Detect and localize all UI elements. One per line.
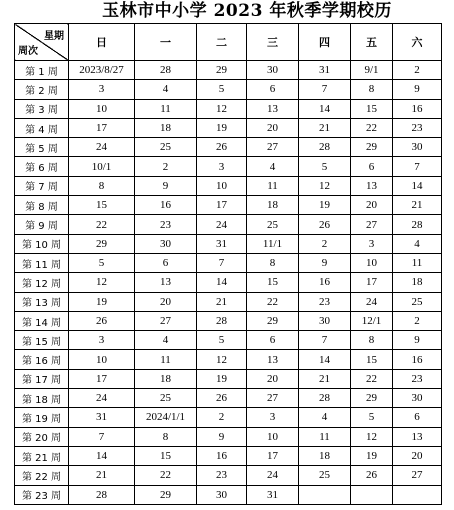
date-cell: 29 — [351, 389, 393, 408]
date-cell: 8 — [247, 253, 299, 272]
date-cell: 31 — [197, 234, 247, 253]
date-cell: 31 — [247, 485, 299, 504]
week-number-cell: 第 21 周 — [15, 446, 69, 465]
date-cell: 25 — [135, 138, 197, 157]
table-row — [15, 61, 442, 80]
day-header-wednesday: 三 — [247, 24, 299, 61]
table-row — [15, 389, 442, 408]
table-row — [15, 485, 442, 504]
table-row — [15, 99, 442, 118]
date-cell: 10 — [247, 427, 299, 446]
date-cell: 7 — [299, 331, 351, 350]
table-row — [15, 234, 442, 253]
date-cell: 8 — [69, 176, 135, 195]
week-number-cell: 第 14 周 — [15, 311, 69, 330]
date-cell: 28 — [393, 215, 442, 234]
date-cell: 12 — [69, 273, 135, 292]
date-cell: 2023/8/27 — [69, 61, 135, 80]
date-cell: 18 — [135, 118, 197, 137]
date-cell: 30 — [393, 389, 442, 408]
date-cell: 14 — [197, 273, 247, 292]
date-cell: 14 — [299, 350, 351, 369]
date-cell: 11 — [135, 99, 197, 118]
date-cell: 12 — [197, 350, 247, 369]
date-cell: 27 — [351, 215, 393, 234]
day-header-friday: 五 — [351, 24, 393, 61]
table-row — [15, 408, 442, 427]
date-cell: 13 — [351, 176, 393, 195]
date-cell: 12 — [197, 99, 247, 118]
date-cell: 23 — [135, 215, 197, 234]
week-number-cell: 第 19 周 — [15, 408, 69, 427]
week-number-cell: 第 1 周 — [15, 61, 69, 80]
date-cell: 17 — [351, 273, 393, 292]
date-cell: 10 — [351, 253, 393, 272]
date-cell: 17 — [69, 369, 135, 388]
date-cell: 30 — [247, 61, 299, 80]
date-cell: 9/1 — [351, 61, 393, 80]
date-cell: 11 — [247, 176, 299, 195]
date-cell — [299, 485, 351, 504]
date-cell: 7 — [393, 157, 442, 176]
date-cell: 4 — [135, 80, 197, 99]
week-number-cell: 第 2 周 — [15, 80, 69, 99]
date-cell: 19 — [351, 446, 393, 465]
week-number-cell: 第 11 周 — [15, 253, 69, 272]
calendar-table — [14, 23, 442, 505]
date-cell: 2024/1/1 — [135, 408, 197, 427]
date-cell: 6 — [351, 157, 393, 176]
day-header-sunday: 日 — [69, 24, 135, 61]
date-cell: 18 — [299, 446, 351, 465]
date-cell — [393, 485, 442, 504]
date-cell: 7 — [197, 253, 247, 272]
date-cell: 25 — [299, 466, 351, 485]
table-row — [15, 157, 442, 176]
date-cell: 16 — [197, 446, 247, 465]
date-cell: 24 — [247, 466, 299, 485]
table-row — [15, 196, 442, 215]
week-number-cell: 第 12 周 — [15, 273, 69, 292]
date-cell: 19 — [299, 196, 351, 215]
date-cell: 5 — [299, 157, 351, 176]
date-cell: 18 — [393, 273, 442, 292]
week-number-cell: 第 17 周 — [15, 369, 69, 388]
date-cell: 3 — [197, 157, 247, 176]
date-cell: 27 — [247, 138, 299, 157]
date-cell: 3 — [69, 331, 135, 350]
date-cell: 17 — [247, 446, 299, 465]
date-cell: 22 — [351, 118, 393, 137]
date-cell: 13 — [135, 273, 197, 292]
date-cell: 3 — [69, 80, 135, 99]
table-row — [15, 273, 442, 292]
date-cell: 2 — [197, 408, 247, 427]
date-cell: 10 — [197, 176, 247, 195]
date-cell: 30 — [197, 485, 247, 504]
date-cell: 30 — [299, 311, 351, 330]
day-header-tuesday: 二 — [197, 24, 247, 61]
table-row — [15, 176, 442, 195]
date-cell: 19 — [197, 369, 247, 388]
calendar-body — [15, 61, 442, 505]
week-number-cell: 第 23 周 — [15, 485, 69, 504]
date-cell: 9 — [197, 427, 247, 446]
date-cell: 14 — [393, 176, 442, 195]
date-cell: 4 — [299, 408, 351, 427]
date-cell: 11/1 — [247, 234, 299, 253]
date-cell: 8 — [135, 427, 197, 446]
date-cell: 13 — [247, 350, 299, 369]
table-row — [15, 80, 442, 99]
date-cell: 21 — [393, 196, 442, 215]
week-number-cell: 第 6 周 — [15, 157, 69, 176]
week-number-cell: 第 7 周 — [15, 176, 69, 195]
week-number-cell: 第 13 周 — [15, 292, 69, 311]
date-cell: 9 — [135, 176, 197, 195]
date-cell: 17 — [69, 118, 135, 137]
date-cell: 28 — [69, 485, 135, 504]
date-cell: 25 — [247, 215, 299, 234]
date-cell: 26 — [351, 466, 393, 485]
date-cell: 6 — [247, 331, 299, 350]
date-cell: 3 — [247, 408, 299, 427]
date-cell: 25 — [135, 389, 197, 408]
week-number-cell: 第 22 周 — [15, 466, 69, 485]
date-cell: 28 — [197, 311, 247, 330]
table-row — [15, 215, 442, 234]
date-cell: 26 — [299, 215, 351, 234]
date-cell: 12 — [351, 427, 393, 446]
week-number-cell: 第 20 周 — [15, 427, 69, 446]
date-cell: 7 — [299, 80, 351, 99]
date-cell: 26 — [197, 138, 247, 157]
date-cell: 21 — [69, 466, 135, 485]
table-row — [15, 138, 442, 157]
date-cell: 4 — [135, 331, 197, 350]
table-row — [15, 446, 442, 465]
day-header-thursday: 四 — [299, 24, 351, 61]
date-cell: 14 — [299, 99, 351, 118]
date-cell: 22 — [247, 292, 299, 311]
date-cell: 7 — [69, 427, 135, 446]
date-cell: 10 — [69, 99, 135, 118]
corner-header-cell — [15, 24, 69, 61]
date-cell: 23 — [393, 369, 442, 388]
date-cell: 14 — [69, 446, 135, 465]
date-cell: 16 — [299, 273, 351, 292]
date-cell: 20 — [247, 369, 299, 388]
date-cell: 23 — [197, 466, 247, 485]
table-row — [15, 118, 442, 137]
date-cell: 30 — [393, 138, 442, 157]
date-cell: 29 — [135, 485, 197, 504]
date-cell: 20 — [351, 196, 393, 215]
date-cell: 26 — [69, 311, 135, 330]
date-cell: 29 — [69, 234, 135, 253]
date-cell: 21 — [299, 369, 351, 388]
date-cell: 20 — [247, 118, 299, 137]
date-cell: 9 — [393, 331, 442, 350]
date-cell: 15 — [69, 196, 135, 215]
week-axis-label: 周次 — [18, 46, 38, 57]
table-row — [15, 331, 442, 350]
date-cell: 15 — [351, 99, 393, 118]
week-number-cell: 第 5 周 — [15, 138, 69, 157]
date-cell: 21 — [197, 292, 247, 311]
weekday-axis-label: 星期 — [44, 31, 64, 42]
date-cell: 20 — [393, 446, 442, 465]
date-cell: 5 — [351, 408, 393, 427]
date-cell: 15 — [247, 273, 299, 292]
table-row — [15, 292, 442, 311]
date-cell: 11 — [299, 427, 351, 446]
date-cell: 13 — [247, 99, 299, 118]
date-cell: 27 — [135, 311, 197, 330]
date-cell: 3 — [351, 234, 393, 253]
date-cell: 24 — [351, 292, 393, 311]
date-cell: 29 — [247, 311, 299, 330]
day-header-monday: 一 — [135, 24, 197, 61]
date-cell: 28 — [299, 138, 351, 157]
date-cell: 2 — [393, 311, 442, 330]
date-cell: 5 — [197, 331, 247, 350]
date-cell: 5 — [69, 253, 135, 272]
date-cell: 24 — [197, 215, 247, 234]
date-cell: 28 — [299, 389, 351, 408]
page-title: 玉林市中小学 2023 年秋季学期校历 — [102, 1, 392, 21]
date-cell: 11 — [135, 350, 197, 369]
date-cell: 22 — [135, 466, 197, 485]
week-number-cell: 第 3 周 — [15, 99, 69, 118]
date-cell: 9 — [393, 80, 442, 99]
date-cell: 28 — [135, 61, 197, 80]
date-cell: 15 — [135, 446, 197, 465]
date-cell: 24 — [69, 138, 135, 157]
date-cell: 5 — [197, 80, 247, 99]
date-cell: 25 — [393, 292, 442, 311]
date-cell: 15 — [351, 350, 393, 369]
week-number-cell: 第 15 周 — [15, 331, 69, 350]
date-cell: 19 — [69, 292, 135, 311]
week-number-cell: 第 16 周 — [15, 350, 69, 369]
date-cell: 23 — [393, 118, 442, 137]
date-cell: 13 — [393, 427, 442, 446]
week-number-cell: 第 9 周 — [15, 215, 69, 234]
table-row — [15, 311, 442, 330]
date-cell: 20 — [135, 292, 197, 311]
date-cell: 4 — [247, 157, 299, 176]
date-cell: 11 — [393, 253, 442, 272]
table-row — [15, 350, 442, 369]
date-cell: 2 — [135, 157, 197, 176]
date-cell: 4 — [393, 234, 442, 253]
table-row — [15, 369, 442, 388]
week-number-cell: 第 10 周 — [15, 234, 69, 253]
date-cell: 29 — [197, 61, 247, 80]
date-cell: 6 — [247, 80, 299, 99]
date-cell: 16 — [135, 196, 197, 215]
date-cell: 8 — [351, 80, 393, 99]
date-cell: 23 — [299, 292, 351, 311]
date-cell: 22 — [351, 369, 393, 388]
date-cell: 27 — [393, 466, 442, 485]
date-cell: 9 — [299, 253, 351, 272]
date-cell: 12/1 — [351, 311, 393, 330]
date-cell: 16 — [393, 99, 442, 118]
date-cell: 10 — [69, 350, 135, 369]
date-cell: 6 — [135, 253, 197, 272]
date-cell: 26 — [197, 389, 247, 408]
day-header-saturday: 六 — [393, 24, 442, 61]
date-cell: 8 — [351, 331, 393, 350]
date-cell: 18 — [135, 369, 197, 388]
date-cell: 27 — [247, 389, 299, 408]
date-cell: 12 — [299, 176, 351, 195]
date-cell: 16 — [393, 350, 442, 369]
date-cell: 29 — [351, 138, 393, 157]
date-cell: 30 — [135, 234, 197, 253]
header-row — [15, 24, 442, 61]
date-cell — [351, 485, 393, 504]
table-row — [15, 253, 442, 272]
date-cell: 6 — [393, 408, 442, 427]
date-cell: 22 — [69, 215, 135, 234]
date-cell: 2 — [299, 234, 351, 253]
date-cell: 31 — [69, 408, 135, 427]
table-row — [15, 466, 442, 485]
date-cell: 31 — [299, 61, 351, 80]
week-number-cell: 第 18 周 — [15, 389, 69, 408]
date-cell: 10/1 — [69, 157, 135, 176]
week-number-cell: 第 8 周 — [15, 196, 69, 215]
date-cell: 24 — [69, 389, 135, 408]
date-cell: 18 — [247, 196, 299, 215]
date-cell: 2 — [393, 61, 442, 80]
date-cell: 19 — [197, 118, 247, 137]
table-row — [15, 427, 442, 446]
date-cell: 21 — [299, 118, 351, 137]
week-number-cell: 第 4 周 — [15, 118, 69, 137]
date-cell: 17 — [197, 196, 247, 215]
